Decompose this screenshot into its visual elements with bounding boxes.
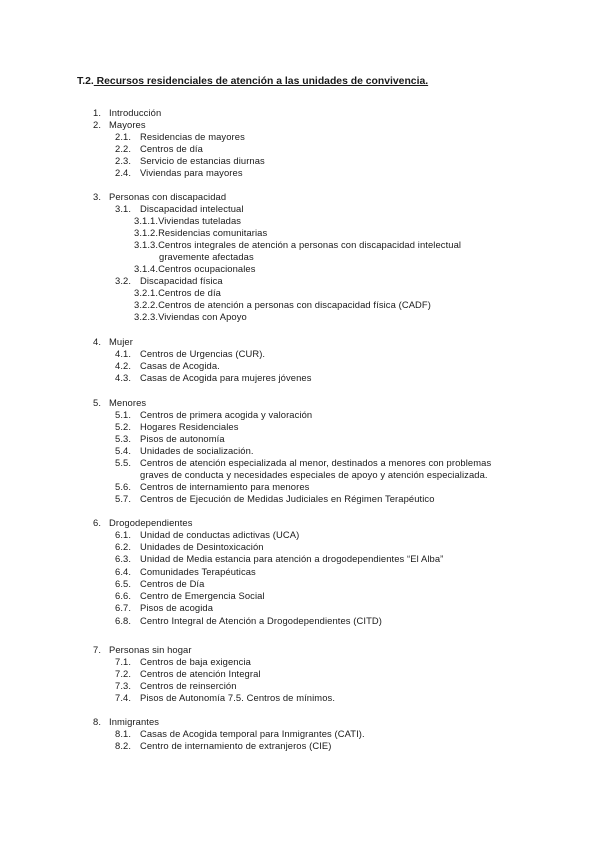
item-label: Centro de internamiento de extranjeros (CIE) [140, 740, 332, 751]
item-label: Residencias de mayores [140, 131, 245, 142]
list-item [134, 263, 256, 275]
item-number: 3.1.4. [134, 263, 159, 274]
item-number: 3.2. [115, 275, 132, 286]
list-item [134, 227, 267, 239]
item-label: Inmigrantes [109, 716, 160, 727]
item-label: Centros de Ejecución de Medidas Judiciales en Régimen Terapéutico [140, 493, 435, 504]
item-number: 6.8. [115, 615, 132, 626]
item-label: Discapacidad física [140, 275, 223, 286]
title-text: Recursos residenciales de atención a las unidades de convivencia. [93, 76, 429, 87]
item-label: Menores [109, 397, 147, 408]
document-title [77, 76, 428, 87]
item-label: Centros de Urgencias (CUR). [140, 348, 266, 359]
item-label: Residencias comunitarias [158, 227, 268, 238]
list-item [159, 251, 254, 263]
item-number: 2.3. [115, 155, 132, 166]
item-number: 3.2.1. [134, 287, 159, 298]
item-label: Centros de atención especializada al menor, destinados a menores con problemas [140, 457, 492, 468]
item-label: Centro Integral de Atención a Drogodependientes (CITD) [140, 615, 382, 626]
item-label: Unidades de Desintoxicación [140, 541, 264, 552]
item-label: Centro de Emergencia Social [140, 590, 265, 601]
item-label: Mayores [109, 119, 146, 130]
item-number: 6.2. [115, 541, 132, 552]
item-number: 6.7. [115, 602, 132, 613]
list-item [134, 287, 221, 299]
item-label: Casas de Acogida. [140, 360, 220, 371]
item-number: 8.2. [115, 740, 132, 751]
item-label: Pisos de Autonomía 7.5. Centros de mínimos. [140, 692, 336, 703]
item-label: Unidad de Media estancia para atención a drogodependientes “El Alba” [140, 553, 444, 564]
item-number: 8. [93, 716, 102, 727]
item-label: Personas con discapacidad [109, 191, 227, 202]
item-label: Viviendas para mayores [140, 167, 243, 178]
item-number: 6.1. [115, 529, 132, 540]
list-item [134, 215, 241, 227]
item-number: 7. [93, 644, 102, 655]
item-number: 3.1.1. [134, 215, 159, 226]
list-item [134, 311, 247, 323]
item-label: Centros de reinserción [140, 680, 237, 691]
item-label: Centros de internamiento para menores [140, 481, 310, 492]
item-label: Casas de Acogida temporal para Inmigrantes (CATI). [140, 728, 365, 739]
item-number: 6.3. [115, 553, 132, 564]
item-number: 5. [93, 397, 102, 408]
item-label: Personas sin hogar [109, 644, 192, 655]
item-number: 3. [93, 191, 102, 202]
item-number: 5.7. [115, 493, 132, 504]
item-number: 3.1.3. [134, 239, 159, 250]
item-label: Centros de baja exigencia [140, 656, 251, 667]
item-label: Casas de Acogida para mujeres jóvenes [140, 372, 312, 383]
item-label: Introducción [109, 107, 162, 118]
item-label: Comunidades Terapéuticas [140, 566, 256, 577]
item-number: 1. [93, 107, 102, 118]
item-number: 6.6. [115, 590, 132, 601]
item-label: Viviendas con Apoyo [158, 311, 247, 322]
item-number: 7.4. [115, 692, 132, 703]
list-item [134, 239, 461, 251]
item-label: Centros de primera acogida y valoración [140, 409, 313, 420]
item-number: 4.1. [115, 348, 132, 359]
item-number: 3.2.2. [134, 299, 159, 310]
item-label: Centros ocupacionales [158, 263, 256, 274]
item-number: 5.4. [115, 445, 132, 456]
item-number: 7.1. [115, 656, 132, 667]
item-number: 2.1. [115, 131, 132, 142]
item-label: graves de conducta y necesidades especiales de apoyo y atención especializada. [140, 469, 488, 480]
item-number: 7.3. [115, 680, 132, 691]
item-number: 6.4. [115, 566, 132, 577]
item-label: Pisos de autonomía [140, 433, 225, 444]
item-number: 2.4. [115, 167, 132, 178]
item-label: Hogares Residenciales [140, 421, 239, 432]
item-label: Unidad de conductas adictivas (UCA) [140, 529, 300, 540]
item-label: Servicio de estancias diurnas [140, 155, 265, 166]
item-number: 3.2.3. [134, 311, 159, 322]
item-label: Viviendas tuteladas [158, 215, 242, 226]
item-number: 6. [93, 517, 102, 528]
item-number: 2.2. [115, 143, 132, 154]
item-label: Unidades de socialización. [140, 445, 254, 456]
item-number: 3.1. [115, 203, 132, 214]
item-number: 5.1. [115, 409, 132, 420]
item-label: Mujer [109, 336, 133, 347]
item-label: Drogodependientes [109, 517, 193, 528]
list-item [134, 299, 431, 311]
item-number: 5.6. [115, 481, 132, 492]
item-number: 4. [93, 336, 102, 347]
item-label: Centros de atención a personas con discapacidad física (CADF) [158, 299, 431, 310]
item-label: Pisos de acogida [140, 602, 214, 613]
item-number: 4.3. [115, 372, 132, 383]
item-number: 5.5. [115, 457, 132, 468]
title-number: T.2. [77, 76, 94, 87]
item-label: Centros de día [140, 143, 203, 154]
item-number: 5.2. [115, 421, 132, 432]
item-label: gravemente afectadas [159, 251, 254, 262]
item-number: 6.5. [115, 578, 132, 589]
item-number: 8.1. [115, 728, 132, 739]
item-label: Centros de Día [140, 578, 205, 589]
item-number: 3.1.2. [134, 227, 159, 238]
item-number: 7.2. [115, 668, 132, 679]
item-label: Discapacidad intelectual [140, 203, 244, 214]
item-label: Centros de atención Integral [140, 668, 261, 679]
item-label: Centros de día [158, 287, 221, 298]
item-number: 4.2. [115, 360, 132, 371]
item-number: 2. [93, 119, 102, 130]
item-number: 5.3. [115, 433, 132, 444]
item-label: Centros integrales de atención a personas con discapacidad intelectual [158, 239, 462, 250]
